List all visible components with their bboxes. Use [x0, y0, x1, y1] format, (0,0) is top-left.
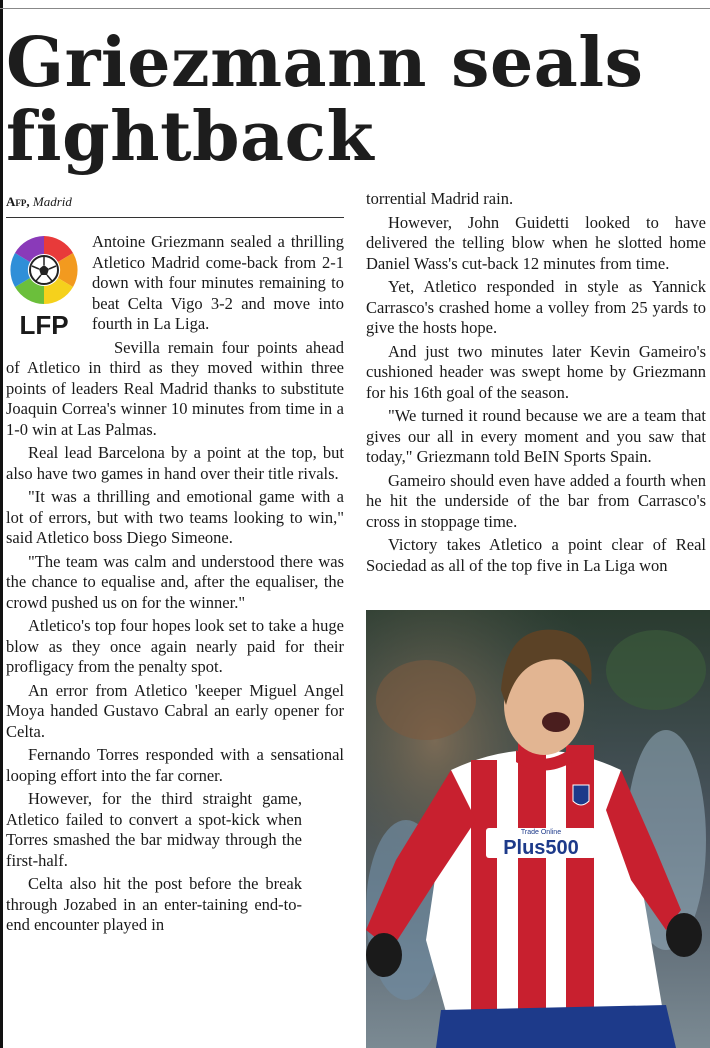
paragraph: Victory takes Atletico a point clear of Real Sociedad as all of the top five in La Liga won: [366, 535, 706, 575]
paragraph: "We turned it round because we are a team that gives our all in every moment and you saw that today," Griezmann told BeIN Sports Spain.: [366, 406, 706, 466]
byline-place: Madrid: [32, 194, 72, 209]
paragraph: Sevilla remain four points ahead of Atletico in third as they moved within three points of leaders Real Madrid thanks to substitute Joaquin Correa's winner 10 minutes from time in a 1-0 win at Las Palmas.: [6, 337, 344, 439]
paragraph: Celta also hit the post before the break through Jozabed in an enter-taining end-to-end encounter played in: [6, 874, 302, 934]
right-column: [366, 189, 706, 579]
paragraph: Gameiro should even have added a fourth when he hit the underside of the bar from Carrasco's cross in stoppage time.: [366, 470, 706, 531]
paragraph: torrential Madrid rain.: [366, 189, 514, 208]
paragraph: And just two minutes later Kevin Gameiro's cushioned header was swept home by Griezmann for his 16th goal of the season.: [366, 341, 706, 402]
paragraph: "It was a thrilling and emotional game with a lot of errors, but with two teams looking to win," said Atletico boss Diego Simeone.: [6, 487, 344, 547]
shirt-small-text: Trade Online: [520, 829, 562, 836]
paragraph: "The team was calm and understood there was the chance to equalise and, after the equaliser, the crowd pushed us on for the winner.": [6, 551, 344, 612]
paragraph: Antoine Griezmann sealed a thrilling Atletico Madrid come-back from 2-1 down with four minutes remaining to beat Celta Vigo 3-2 and move into fourth in La Liga.: [92, 232, 344, 333]
paragraph: Real lead Barcelona by a point at the top, but also have two games in hand over their title rivals.: [6, 443, 344, 483]
top-rule: [0, 8, 710, 9]
page-edge: [0, 0, 3, 1048]
byline-rule: [6, 217, 344, 218]
shirt-sponsor: Plus500: [503, 837, 579, 859]
player-photo: [366, 610, 710, 1048]
paragraph: However, for the third straight game, Atletico failed to convert a spot-kick when Torres smashed the bar midway through the first-half.: [6, 789, 302, 870]
paragraph: Yet, Atletico responded in style as Yannick Carrasco's crashed home a volley from 25 yards to give the hosts hope.: [366, 277, 706, 337]
la-liga-logo: [6, 232, 86, 340]
byline: [6, 194, 72, 210]
paragraph: However, John Guidetti looked to have delivered the telling blow when he slotted home Daniel Wass's cut-back 12 minutes from time.: [366, 212, 706, 273]
paragraph: Fernando Torres responded with a sensational looping effort into the far corner.: [6, 745, 344, 785]
logo-text: LFP: [19, 310, 69, 340]
paragraph: An error from Atletico 'keeper Miguel Angel Moya handed Gustavo Cabral an early opener for Celta.: [6, 680, 344, 741]
byline-agency: Afp,: [6, 194, 30, 209]
left-column: [6, 232, 344, 939]
headline: Griezmann seals fightback: [6, 23, 644, 177]
paragraph: Atletico's top four hopes look set to take a huge blow as they once again nearly paid for their profligacy from the penalty spot.: [6, 616, 344, 676]
